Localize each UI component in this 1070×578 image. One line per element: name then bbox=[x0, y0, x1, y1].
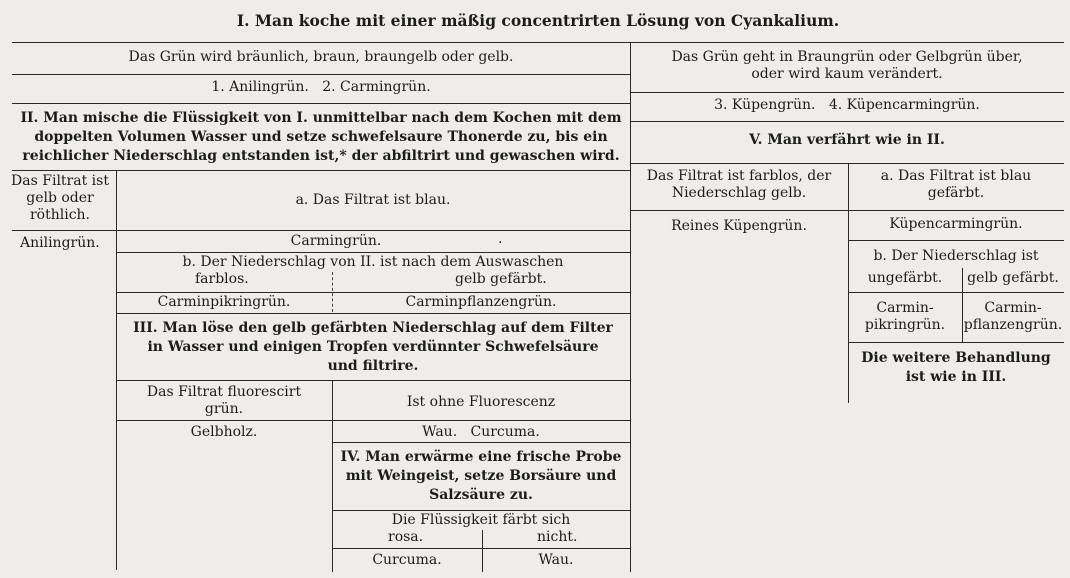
carmin-pikrin-1: Carmin- bbox=[876, 300, 934, 316]
step-4-line-1: IV. Man erwärme eine frische Probe bbox=[340, 449, 622, 465]
right-header-2: oder wird kaum verändert. bbox=[751, 66, 943, 82]
right-gelb-gefaerbt-label: gelb gefärbt. bbox=[967, 270, 1059, 286]
rule-left-11 bbox=[332, 442, 630, 443]
carmin-pikrin-2: pikringrün. bbox=[864, 317, 946, 333]
rule-left-2 bbox=[12, 103, 630, 104]
sub-b-line-1: b. Der Niederschlag von II. ist nach dem Auswaschen bbox=[182, 254, 564, 270]
kuepencarmingruen-label: Küpencarmingrün. bbox=[889, 216, 1023, 232]
rule-left-4 bbox=[12, 230, 630, 231]
rule-right-4 bbox=[630, 210, 848, 211]
carminpflanzengruen-label: Carminpflanzengrün. bbox=[405, 294, 557, 310]
ohne-fluorescenz-label: Ist ohne Fluorescenz bbox=[406, 394, 556, 410]
nicht-label: nicht. bbox=[537, 529, 578, 545]
curcuma-label: Curcuma. bbox=[372, 552, 442, 568]
carmingruen-label: Carmingrün. bbox=[290, 233, 382, 249]
rule-right-3 bbox=[630, 163, 1064, 164]
rule-left-8 bbox=[116, 380, 630, 381]
rule-left-5 bbox=[116, 252, 630, 253]
rule-right-2 bbox=[630, 121, 1064, 122]
step-2-line-1: II. Man mische die Flüssigkeit von I. unmittelbar nach dem Kochen mit dem bbox=[20, 110, 622, 126]
step-3-line-3: und filtrire. bbox=[327, 358, 419, 374]
fluorescirt-1: Das Filtrat fluorescirt bbox=[146, 384, 302, 400]
rule-left-13 bbox=[332, 548, 630, 549]
rosa-label: rosa. bbox=[388, 529, 424, 545]
step-2-line-2: doppelten Volumen Wasser und setze schwefelsaure Thonerde zu, bis ein bbox=[34, 129, 608, 145]
farblos-label: farblos. bbox=[195, 271, 249, 287]
wau-curcuma-label: Wau. Curcuma. bbox=[422, 424, 540, 440]
wau-label: Wau. bbox=[538, 552, 574, 568]
step-4-line-2: mit Weingeist, setze Borsäure und bbox=[345, 468, 617, 484]
step-4-line-3: Salzsäure zu. bbox=[429, 487, 533, 503]
rule-left-6 bbox=[116, 292, 630, 293]
step-3-line-2: in Wasser und einigen Tropfen verdünnter Schwefelsäure bbox=[147, 339, 599, 355]
right-blau-2: gefärbt. bbox=[927, 185, 985, 201]
filtrat-blue: a. Das Filtrat ist blau. bbox=[295, 192, 451, 208]
rule-left-3 bbox=[12, 170, 630, 171]
gelb-gefaerbt-label: gelb gefärbt. bbox=[455, 271, 547, 287]
rule-left-7 bbox=[116, 313, 630, 314]
gelbholz-label: Gelbholz. bbox=[190, 424, 258, 440]
step-5: V. Man verfährt wie in II. bbox=[749, 132, 945, 148]
weitere-2: ist wie in III. bbox=[905, 369, 1007, 385]
filtrat-yellow-1: Das Filtrat ist bbox=[11, 173, 109, 189]
page-title: I. Man koche mit einer mäßig concentrirten Lösung von Cyankalium. bbox=[236, 11, 840, 30]
right-header-1: Das Grün geht in Braungrün oder Gelbgrün über, bbox=[671, 49, 1023, 65]
rule-left-12 bbox=[332, 510, 630, 511]
rule-right-5 bbox=[848, 210, 1064, 211]
rule-left-9 bbox=[116, 420, 332, 421]
rule-right-1 bbox=[630, 92, 1064, 93]
left-items: 1. Anilingrün. 2. Carmingrün. bbox=[211, 79, 431, 95]
rule-right-6 bbox=[848, 240, 1064, 241]
filtrat-yellow-3: röthlich. bbox=[29, 207, 91, 223]
carmin-pflanzen-2: pflanzengrün. bbox=[963, 317, 1063, 333]
carmin-pflanzen-1: Carmin- bbox=[984, 300, 1042, 316]
dot-mark: . bbox=[498, 231, 503, 247]
ungefaerbt-label: ungefärbt. bbox=[867, 270, 943, 286]
right-sub-b: b. Der Niederschlag ist bbox=[873, 248, 1039, 264]
anilingruen-label: Anilingrün. bbox=[20, 235, 100, 251]
rule-right-7 bbox=[848, 292, 1064, 293]
rule-left-1 bbox=[12, 74, 630, 75]
carminpikringruen-label: Carminpikringrün. bbox=[157, 294, 291, 310]
rule-right-8 bbox=[848, 342, 1064, 343]
rule-left-10 bbox=[332, 420, 630, 421]
step-3-line-1: III. Man löse den gelb gefärbten Niederschlag auf dem Filter bbox=[133, 320, 613, 336]
weitere-1: Die weitere Behandlung bbox=[861, 350, 1051, 366]
fluessigkeit-label: Die Flüssigkeit färbt sich bbox=[391, 512, 571, 528]
filtrat-yellow-2: gelb oder bbox=[26, 190, 94, 206]
step-2-line-3: reichlicher Niederschlag entstanden ist,* der abfiltrirt und gewaschen wird. bbox=[22, 148, 620, 164]
rule-top bbox=[12, 42, 1064, 43]
right-blau-1: a. Das Filtrat ist blau bbox=[880, 168, 1032, 184]
right-farblos-1: Das Filtrat ist farblos, der bbox=[646, 168, 832, 184]
reines-kuepengruen-label: Reines Küpengrün. bbox=[671, 218, 807, 234]
fluorescirt-2: grün. bbox=[204, 401, 244, 417]
right-items: 3. Küpengrün. 4. Küpencarmingrün. bbox=[714, 97, 980, 113]
right-farblos-2: Niederschlag gelb. bbox=[671, 185, 807, 201]
left-header: Das Grün wird bräunlich, braun, braungelb oder gelb. bbox=[128, 49, 514, 65]
